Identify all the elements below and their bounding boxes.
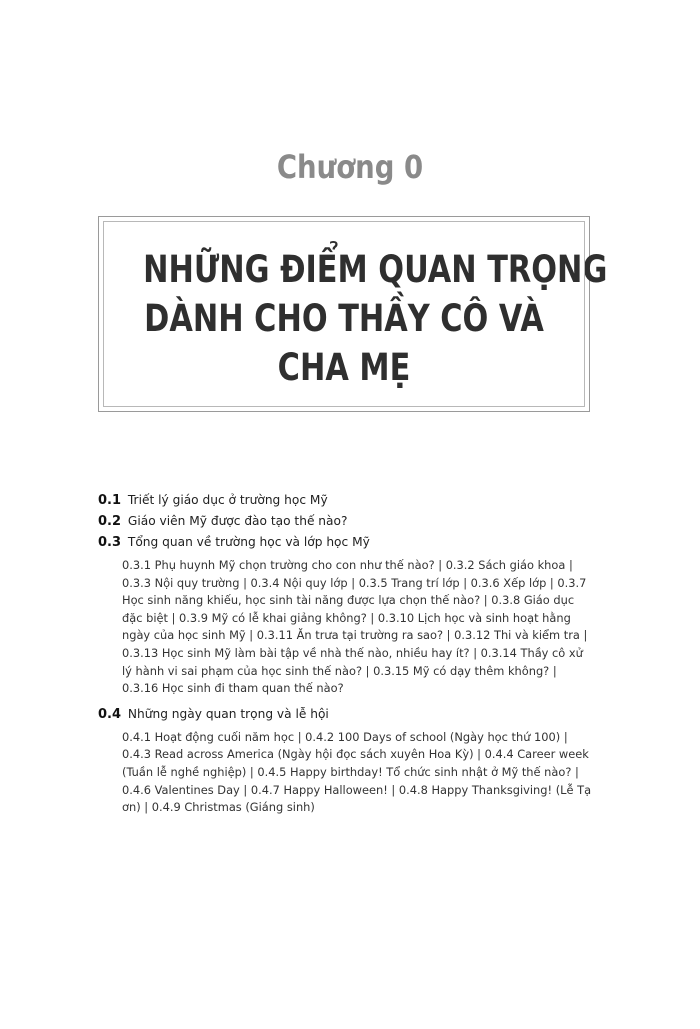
chapter-label: Chương 0 (276, 148, 424, 186)
toc-number: 0.3 (98, 535, 122, 550)
chapter-title-line: NHỮNG ĐIỂM QUAN TRỌNG (143, 248, 608, 291)
toc-subsections: 0.3.1 Phụ huynh Mỹ chọn trường cho con như thế nào? | 0.3.2 Sách giáo khoa | 0.3.3 Nội quy trường | 0.3.4 Nội quy lớp | 0.3.5 Trang trí lớp | 0.3.6 Xếp lớp | 0.3.7 Học sinh năng khiếu, học sinh tài năng được lựa chọn thế nào? | 0.3.8 Giáo dục đặc biệt | 0.3.9 Mỹ có lễ khai giảng không? | 0.3.10 Lịch học và sinh hoạt hằng ngày của học sinh Mỹ | 0.3.11 Ăn trưa tại trường ra sao? | 0.3.12 Thi và kiểm tra | 0.3.13 Học sinh Mỹ làm bài tập về nhà thế nào, nhiều hay ít? | 0.3.14 Thầy cô xử lý hành vi sai phạm của học sinh thế nào? | 0.3.15 Mỹ có dạy thêm không? | 0.3.16 Học sinh đi tham quan thế nào? (122, 558, 588, 696)
toc-item (98, 704, 598, 725)
toc-number: 0.4 (98, 706, 122, 722)
toc-item (98, 490, 598, 511)
table-of-contents (98, 490, 598, 823)
toc-number: 0.1 (98, 493, 122, 508)
toc-label: Giáo viên Mỹ được đào tạo thế nào? (127, 514, 348, 528)
toc-item (98, 511, 598, 532)
toc-label: Những ngày quan trọng và lễ hội (127, 706, 329, 721)
toc-subsections: 0.4.1 Hoạt động cuối năm học | 0.4.2 100 Days of school (Ngày học thứ 100) | 0.4.3 Read across America (Ngày hội đọc sách xuyên Hoa Kỳ) | 0.4.4 Career week (Tuần lễ nghề nghiệp) | 0.4.5 Happy birthday! Tổ chức sinh nhật ở Mỹ thế nào? | 0.4.6 Valentines Day | 0.4.7 Happy Halloween! | 0.4.8 Happy Thanksgiving! (Lễ Tạ ơn) | 0.4.9 Christmas (Giáng sinh) (122, 729, 592, 815)
chapter-title-line: DÀNH CHO THẦY CÔ VÀ (144, 297, 544, 340)
toc-label: Triết lý giáo dục ở trường học Mỹ (127, 493, 328, 507)
toc-number: 0.2 (98, 514, 122, 529)
title-frame (98, 216, 608, 412)
chapter-title-line: CHA MẸ (277, 346, 411, 389)
toc-label: Tổng quan về trường học và lớp học Mỹ (127, 535, 370, 549)
toc-item (98, 532, 598, 553)
chapter-title (99, 245, 608, 392)
